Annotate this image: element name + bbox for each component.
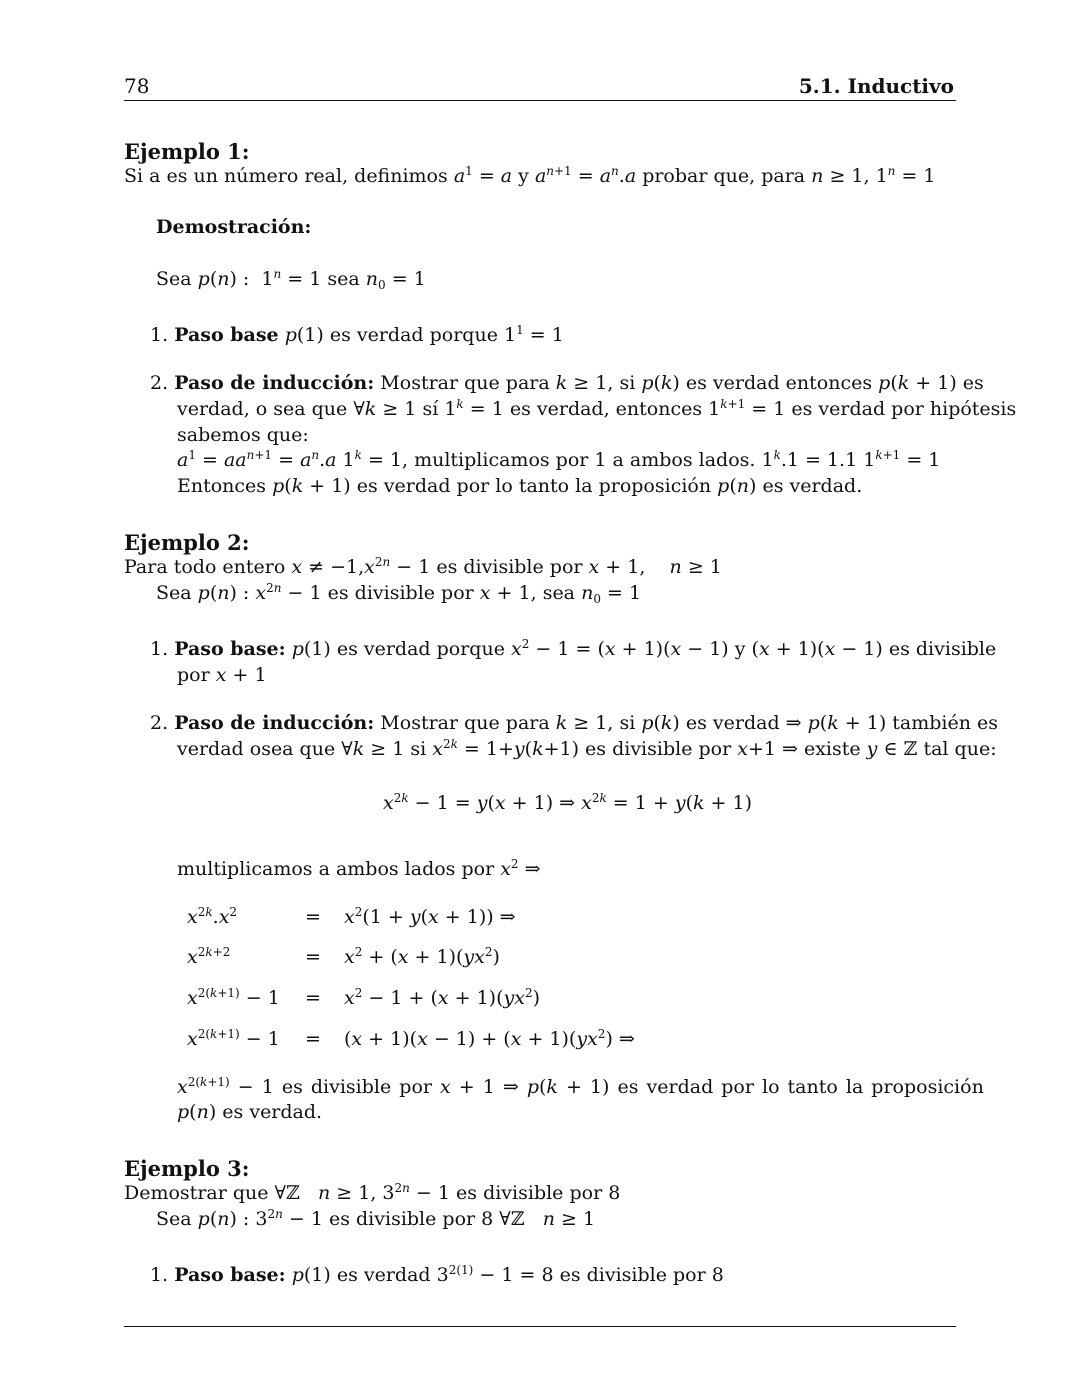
example-2-step-2-line-2: verdad osea que ∀k ≥ 1 si $x^{2k} = 1+y(k+1)$ es divisible por x+1 ⇒ existe y ∈ ℤ tal que: bbox=[177, 737, 997, 760]
example-2-heading: Ejemplo 2: bbox=[124, 530, 250, 555]
example-2-statement: Para todo entero $x \ne -1,x^{2n} - 1$ es divisible por x + 1, n ≥ 1 bbox=[124, 555, 722, 578]
example-2-sea: Sea p(n) : $x^{2n} - 1$ es divisible por x + 1, sea $n_0 = 1$ bbox=[156, 581, 642, 606]
example-3-step-1: 1. Paso base: p(1) es verdad $3^{2(1)} - 1 = 8$ es divisible por 8 bbox=[150, 1263, 724, 1286]
example-2-display-equation: $x^{2k} - 1 = y(x + 1)$ ⇒ $x^{2k} = 1 + y(k + 1)$ bbox=[383, 791, 753, 814]
eq-row-3-lhs: $x^{2(k+1)} - 1$ bbox=[187, 986, 280, 1009]
eq-row-2-lhs: $x^{2k+2}$ bbox=[187, 945, 231, 968]
eq-row-4-sign: = bbox=[305, 1028, 321, 1050]
eq-row-1-rhs: $x^2(1 + y(x + 1))$ ⇒ bbox=[344, 905, 516, 928]
example-2-step-1-line-1: 1. Paso base: p(1) es verdad porque $x^2 - 1 = (x + 1)(x - 1)$ y (x + 1)(x − 1) es divisible bbox=[150, 637, 997, 660]
example-1-step-1: 1. Paso base p(1) es verdad porque $1^1 = 1$ bbox=[150, 323, 564, 346]
example-2-step-1-line-2: por x + 1 bbox=[177, 664, 267, 686]
example-1-step-2-line-4: $a^1 = aa^{n+1} = a^n.a$ $1^k = 1$, multiplicamos por 1 a ambos lados. $1^k.1 = 1.1$ $1^{k+1} = 1$ bbox=[177, 448, 941, 471]
eq-row-2-sign: = bbox=[305, 946, 321, 968]
example-1-statement: Si a es un número real, definimos $a^1 = a$ y $a^{n+1} = a^n.a$ probar que, para n ≥ 1, $1^n = 1$ bbox=[124, 164, 936, 187]
example-1-step-2-line-2: verdad, o sea que ∀k ≥ 1 sí $1^k = 1$ es verdad, entonces $1^{k+1} = 1$ es verdad por hipótesis bbox=[177, 397, 1017, 420]
footer-rule bbox=[124, 1326, 956, 1327]
eq-row-1-sign: = bbox=[305, 906, 321, 928]
example-2-multiply-line: multiplicamos a ambos lados por $x^2$ ⇒ bbox=[177, 857, 541, 880]
eq-row-4-lhs: $x^{2(k+1)} - 1$ bbox=[187, 1027, 280, 1050]
page-number: 78 bbox=[124, 74, 150, 98]
example-2-conclusion-line-2: p(n) es verdad. bbox=[177, 1101, 323, 1123]
example-1-step-2-line-3: sabemos que: bbox=[177, 424, 309, 446]
example-3-sea: Sea p(n) : $3^{2n} - 1$ es divisible por 8 ∀ℤ n ≥ 1 bbox=[156, 1207, 596, 1230]
eq-row-4-rhs: $(x + 1)(x - 1) + (x + 1)(yx^2)$ ⇒ bbox=[344, 1027, 635, 1050]
example-2-step-2-line-1: 2. Paso de inducción: Mostrar que para k ≥ 1, si p(k) es verdad ⇒ p(k + 1) también es bbox=[150, 712, 999, 734]
example-1-step-2-line-1: 2. Paso de inducción: Mostrar que para k ≥ 1, si p(k) es verdad entonces p(k + 1) es bbox=[150, 372, 984, 394]
example-2-conclusion-line-1: $x^{2(k+1)} - 1$ es divisible por x + 1 ⇒ p(k + 1) es verdad por lo tanto la proposición bbox=[177, 1075, 984, 1098]
eq-row-3-rhs: $x^2 - 1 + (x + 1)(yx^2)$ bbox=[344, 986, 541, 1009]
example-3-heading: Ejemplo 3: bbox=[124, 1156, 250, 1181]
eq-row-1-lhs: $x^{2k}.x^2$ bbox=[187, 905, 238, 928]
example-1-sea: Sea p(n) : $1^n = 1$ sea $n_0 = 1$ bbox=[156, 267, 426, 292]
eq-row-3-sign: = bbox=[305, 987, 321, 1009]
example-1-heading: Ejemplo 1: bbox=[124, 139, 250, 164]
section-title: 5.1. Inductivo bbox=[798, 74, 954, 98]
proof-heading: Demostración: bbox=[156, 216, 312, 238]
example-3-statement: Demostrar que ∀ℤ n ≥ 1, $3^{2n} - 1$ es divisible por 8 bbox=[124, 1181, 621, 1204]
header-rule bbox=[124, 100, 956, 101]
eq-row-2-rhs: $x^2 + (x + 1)(yx^2)$ bbox=[344, 945, 500, 968]
example-1-step-2-line-5: Entonces p(k + 1) es verdad por lo tanto la proposición p(n) es verdad. bbox=[177, 475, 863, 497]
